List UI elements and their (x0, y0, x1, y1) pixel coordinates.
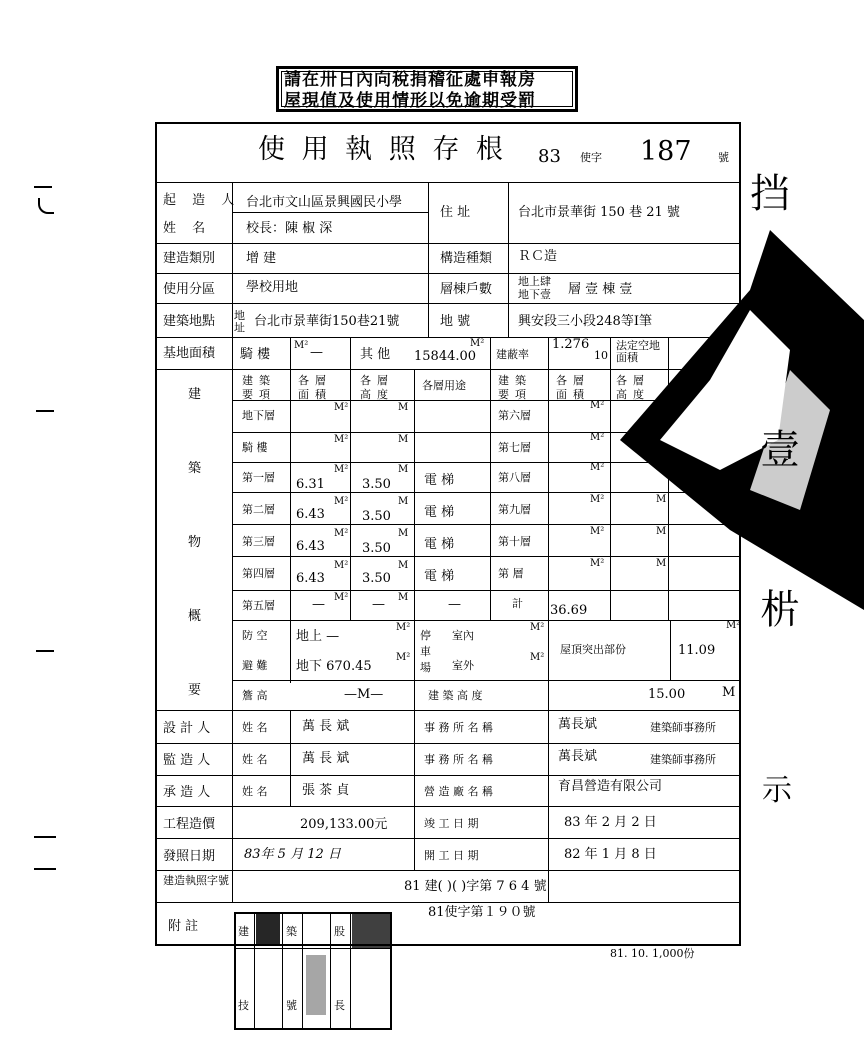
floor-use: 電 梯 (424, 569, 455, 584)
col-area: 各層面積 (298, 374, 332, 401)
floor-use: 電 梯 (424, 505, 455, 520)
designer-name-label: 姓 名 (242, 721, 268, 734)
build-permit-label: 建造執照字號 (163, 874, 229, 887)
supervisor-office-label: 事 務 所 名 稱 (424, 753, 493, 766)
lot-label: 地 號 (440, 314, 471, 329)
torn-stamp-mark (600, 230, 864, 610)
col-item: 建築要項 (242, 374, 276, 401)
building-height-unit: M (722, 685, 736, 700)
designer-label: 設 計 人 (163, 721, 211, 736)
summary-char-5: 要 (188, 683, 202, 698)
permit-suffix: 號 (718, 151, 729, 164)
name-label: 姓 名 (163, 221, 212, 236)
summary-char-3: 物 (188, 535, 202, 550)
total-area: 36.69 (550, 603, 588, 618)
lot-value: 興安段三小段248等Ⅰ筆 (518, 314, 652, 329)
applicant-name: 台北市文山區景興國民小學 (246, 195, 403, 210)
summary-char-4: 概 (188, 609, 202, 624)
margin-fragment: 示 (762, 773, 792, 808)
margin-fragment: 壹 (760, 427, 800, 473)
completion-date: 83 年 2 月 2 日 (564, 815, 657, 830)
floor-right-name: 第六層 (498, 409, 531, 422)
floor-height: 3.50 (362, 541, 391, 556)
roof-label: 屋頂突出部份 (560, 643, 626, 656)
col-area-2: 各層面積 (556, 374, 590, 401)
completion-label: 竣 工 日 期 (424, 817, 479, 830)
open-space-label: 法定空地面積 (616, 339, 660, 364)
summary-char-1: 建 (188, 387, 202, 402)
other-value: 15844.00 (414, 349, 477, 364)
floor-area: — (312, 597, 325, 612)
floor-row-name: 騎 樓 (242, 441, 268, 454)
arcade-value: — (310, 345, 323, 360)
floor-use: 電 梯 (424, 473, 455, 488)
floor-height: — (372, 597, 385, 612)
supervisor-name-label: 姓 名 (242, 753, 268, 766)
seal-char: 長 (334, 999, 345, 1012)
floors-detail: 層 壹 棟 壹 (568, 282, 633, 297)
floor-use: 電 梯 (424, 537, 455, 552)
site-area-label: 基地面積 (163, 346, 216, 361)
margin-fragment: 㭊 (760, 587, 800, 633)
roof-value: 11.09 (678, 643, 716, 658)
designer-office-type: 建築師事務所 (650, 721, 716, 734)
site-address-tag: 地址 (234, 309, 245, 334)
zone-label: 使用分區 (163, 282, 216, 297)
floor-area: 6.43 (296, 571, 325, 586)
floor-right-name: 第八層 (498, 471, 531, 484)
site-label: 建築地點 (163, 314, 216, 329)
floor-row-name: 第一層 (242, 471, 275, 484)
applicant-address: 台北市景華街 150 巷 21 號 (518, 205, 680, 220)
floor-right-name: 第九層 (498, 503, 531, 516)
note-value: 81使字第１９０號 (428, 905, 536, 920)
building-height-value: 15.00 (648, 687, 686, 702)
build-class-label: 建造類別 (163, 251, 216, 266)
other-label: 其 他 (360, 347, 391, 362)
floors-count-label: 層棟戶數 (440, 282, 493, 297)
floor-use: — (448, 597, 461, 612)
arcade-label: 騎 樓 (240, 347, 271, 362)
supervisor-office: 萬長斌 (558, 749, 598, 764)
contractor-firm: 育昌營造有限公司 (558, 779, 663, 794)
total-label: 計 (512, 597, 523, 610)
permit-type: 使字 (580, 151, 602, 164)
shelter-label-a: 防 空 (242, 629, 268, 642)
floors-above: 地上肆 (518, 275, 551, 288)
seal-char: 股 (334, 925, 345, 938)
shelter-label-b: 避 難 (242, 659, 268, 672)
seal-char: 號 (286, 999, 297, 1012)
floor-right-name: 第 層 (498, 567, 524, 580)
shelter-below: 地下 670.45 (296, 659, 372, 674)
site-address: 台北市景華街150巷21號 (254, 314, 400, 329)
floor-area: 6.43 (296, 507, 325, 522)
start-date: 82 年 1 月 8 日 (564, 847, 657, 862)
parking-indoor: 室內 (452, 629, 474, 642)
floor-row-name: 第五層 (242, 599, 275, 612)
structure-label: 構造種類 (440, 251, 493, 266)
parking-label: 停車場 (420, 629, 431, 674)
contractor-name: 張 茶 貞 (302, 783, 350, 798)
building-height-label: 建 築 高 度 (428, 689, 483, 702)
contractor-firm-label: 營 造 廠 名 稱 (424, 785, 493, 798)
contractor-name-label: 姓 名 (242, 785, 268, 798)
floor-row-name: 第四層 (242, 567, 275, 580)
col-height: 各層高度 (360, 374, 394, 401)
issue-date: 83年 5 月 12 日 (244, 847, 341, 862)
floor-right-name: 第七層 (498, 441, 531, 454)
zone-value: 學校用地 (246, 280, 299, 295)
designer-office-label: 事 務 所 名 稱 (424, 721, 493, 734)
floor-height: 3.50 (362, 571, 391, 586)
designer-name: 萬 長 斌 (302, 719, 350, 734)
structure-value: ＲＣ造 (518, 249, 558, 264)
cost-label: 工程造價 (163, 817, 216, 832)
summary-char-2: 築 (188, 461, 202, 476)
supervisor-office-type: 建築師事務所 (650, 753, 716, 766)
seal-char: 建 (238, 925, 249, 938)
form-title: 使 用 執 照 存 根 (258, 134, 507, 165)
seal-char: 築 (286, 925, 297, 938)
floor-height: 3.50 (362, 477, 391, 492)
col-height-2: 各層高度 (616, 374, 650, 401)
shelter-above: 地上 — (296, 629, 340, 644)
supervisor-label: 監 造 人 (163, 753, 211, 768)
applicant-label: 起 造 人 (163, 193, 241, 208)
start-date-label: 開 工 日 期 (424, 849, 479, 862)
floor-row-name: 地下層 (242, 409, 275, 422)
eaves-value: —M— (344, 687, 384, 702)
parking-outdoor: 室外 (452, 659, 474, 672)
floor-right-name: 第十層 (498, 535, 531, 548)
floor-row-name: 第二層 (242, 503, 275, 516)
contractor-label: 承 造 人 (163, 785, 211, 800)
col-item-2: 建築要項 (498, 374, 532, 401)
issue-date-label: 發照日期 (163, 849, 216, 864)
coverage-value: 1.276 (552, 337, 590, 352)
floor-area: 6.31 (296, 477, 325, 492)
floor-area: 6.43 (296, 539, 325, 554)
permit-year: 83 (538, 146, 561, 167)
build-class-value: 增 建 (246, 251, 277, 266)
floors-below: 地下壹 (518, 288, 551, 301)
cost-value: 209,133.00元 (300, 817, 388, 832)
stamp-line-2: 屋現值及使用情形以免逾期受罰 (284, 91, 536, 111)
designer-office: 萬長斌 (558, 717, 598, 732)
margin-fragment: 挡 (750, 171, 790, 217)
col-use: 各層用途 (422, 379, 466, 392)
floor-row-name: 第三層 (242, 535, 275, 548)
seal-char: 技 (238, 999, 249, 1012)
address-label: 住 址 (440, 205, 471, 220)
build-permit-value: 81 建( )( )字第 7 6 4 號 (404, 879, 547, 894)
footer-print-info: 81. 10. 1,000份 (610, 947, 695, 960)
coverage-denominator: 10 (594, 349, 608, 362)
permit-number: 187 (640, 136, 692, 167)
note-label: 附 註 (168, 919, 199, 934)
floor-height: 3.50 (362, 509, 391, 524)
coverage-label: 建蔽率 (496, 348, 529, 361)
applicant-rep: 校長：陳 椒 深 (246, 221, 333, 236)
stamp-line-1: 請在卅日內向稅捐稽征處申報房 (284, 70, 536, 90)
supervisor-name: 萬 長 斌 (302, 751, 350, 766)
eaves-label: 簷 高 (242, 689, 268, 702)
